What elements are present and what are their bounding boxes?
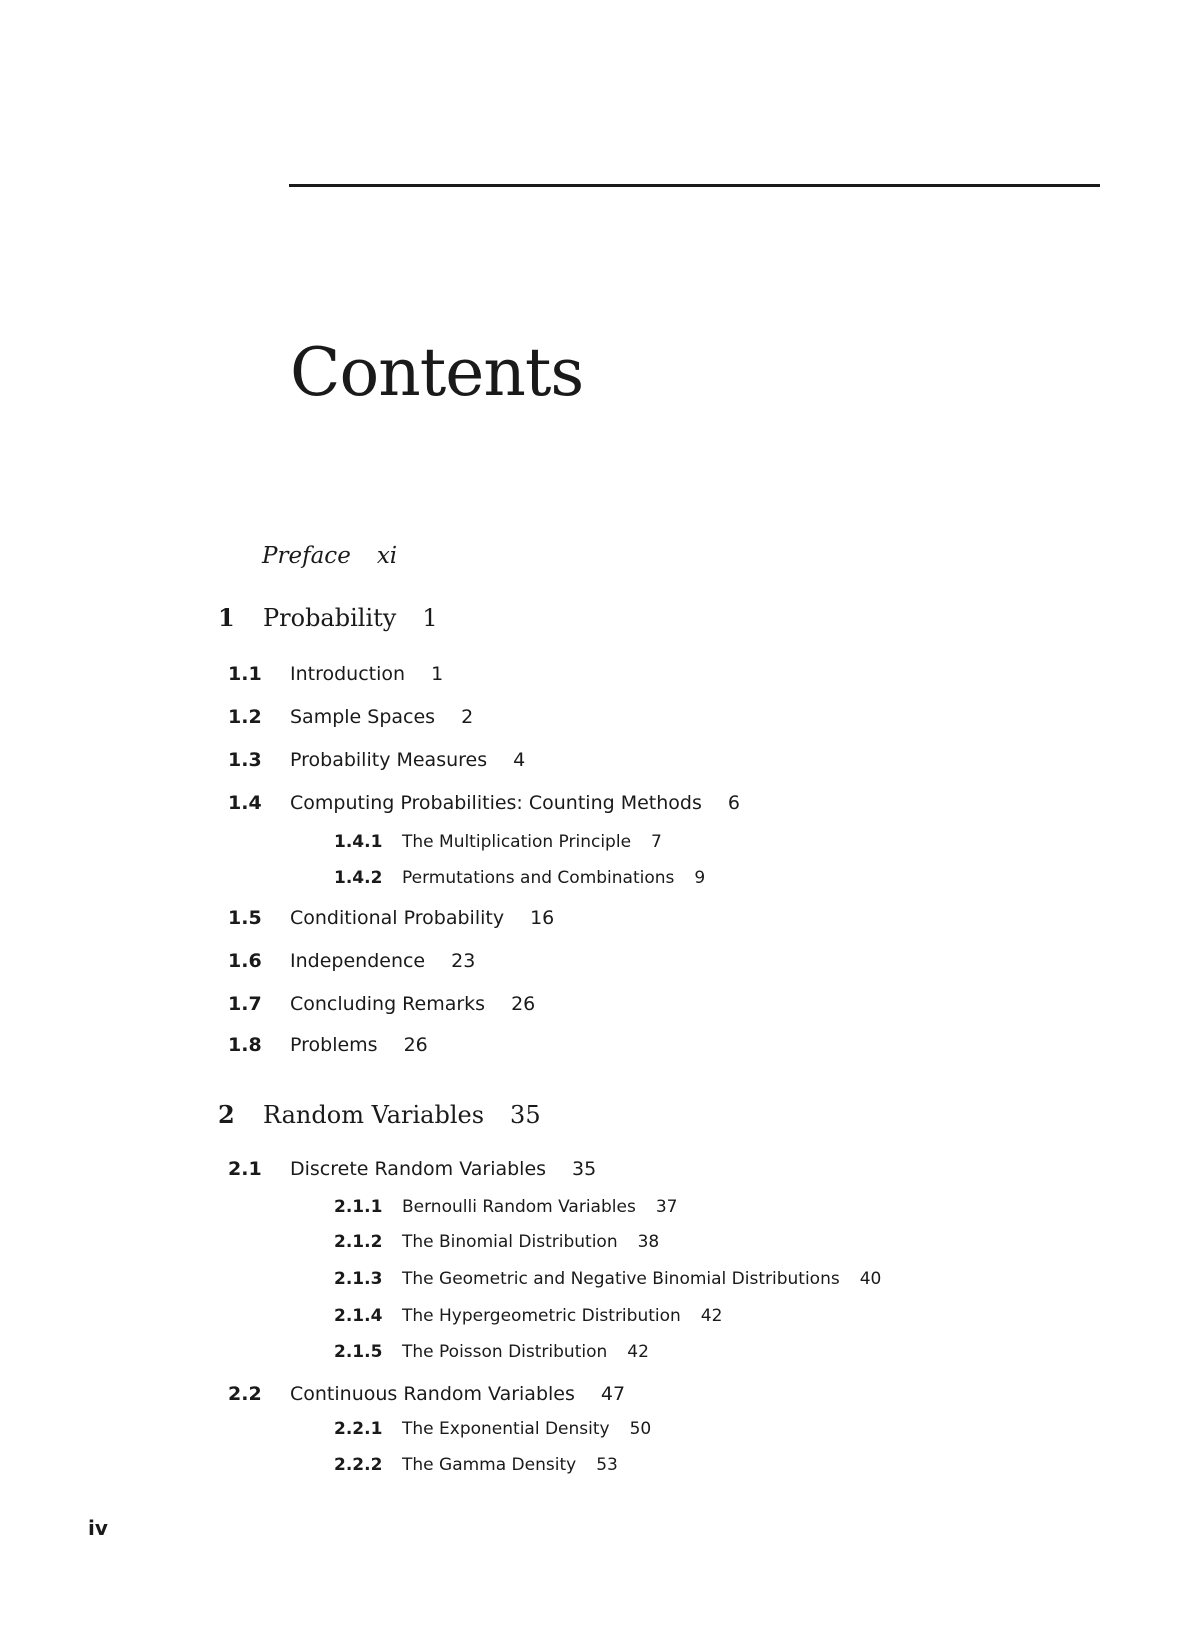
subsection-title: The Binomial Distribution xyxy=(402,1232,618,1252)
toc-subsection-2-1-3[interactable] xyxy=(334,1271,881,1288)
section-number: 1.1 xyxy=(228,663,262,685)
section-page: 6 xyxy=(727,792,740,814)
subsection-title: The Exponential Density xyxy=(402,1419,610,1439)
toc-subsection-1-4-1[interactable] xyxy=(334,834,662,851)
preface-title: Preface xyxy=(262,543,351,569)
chapter-title: Probability xyxy=(263,604,397,632)
section-page: 4 xyxy=(513,749,526,771)
subsection-page: 37 xyxy=(655,1197,678,1217)
subsection-number: 1.4.2 xyxy=(334,868,383,888)
subsection-number: 2.1.4 xyxy=(334,1306,383,1326)
section-number: 1.4 xyxy=(228,792,262,814)
toc-section-1-2[interactable] xyxy=(228,708,473,727)
section-page: 26 xyxy=(511,993,536,1015)
toc-section-1-1[interactable] xyxy=(228,665,443,684)
section-title: Concluding Remarks xyxy=(290,993,486,1015)
toc-subsection-1-4-2[interactable] xyxy=(334,870,705,887)
section-number: 2.1 xyxy=(228,1158,262,1180)
subsection-page: 9 xyxy=(694,868,706,888)
toc-section-1-3[interactable] xyxy=(228,751,525,770)
section-page: 1 xyxy=(431,663,444,685)
toc-section-1-6[interactable] xyxy=(228,952,475,971)
subsection-number: 2.1.5 xyxy=(334,1342,383,1362)
subsection-title: The Gamma Density xyxy=(402,1455,577,1475)
chapter-page: 35 xyxy=(510,1101,541,1129)
subsection-title: Permutations and Combinations xyxy=(402,868,675,888)
toc-preface[interactable] xyxy=(262,545,397,568)
toc-section-1-4[interactable] xyxy=(228,794,740,813)
subsection-title: Bernoulli Random Variables xyxy=(402,1197,636,1217)
subsection-number: 1.4.1 xyxy=(334,832,383,852)
subsection-page: 42 xyxy=(627,1342,649,1362)
subsection-page: 7 xyxy=(651,832,662,852)
section-number: 1.7 xyxy=(228,993,262,1015)
subsection-number: 2.2.2 xyxy=(334,1455,383,1475)
subsection-title: The Poisson Distribution xyxy=(402,1342,608,1362)
subsection-number: 2.1.3 xyxy=(334,1269,383,1289)
section-title: Conditional Probability xyxy=(290,907,505,929)
chapter-title: Random Variables xyxy=(263,1101,485,1129)
page-number: iv xyxy=(88,1516,108,1540)
subsection-title: The Multiplication Principle xyxy=(402,832,632,852)
section-number: 1.5 xyxy=(228,907,262,929)
section-number: 1.2 xyxy=(228,706,262,728)
subsection-page: 38 xyxy=(637,1232,660,1252)
section-page: 26 xyxy=(403,1034,428,1056)
toc-section-1-5[interactable] xyxy=(228,909,554,928)
toc-subsection-2-1-4[interactable] xyxy=(334,1308,722,1325)
subsection-page: 40 xyxy=(859,1269,882,1289)
section-number: 1.3 xyxy=(228,749,262,771)
toc-chapter-1[interactable] xyxy=(218,603,438,632)
subsection-page: 42 xyxy=(700,1306,723,1326)
page-title: Contents xyxy=(290,334,584,411)
section-page: 23 xyxy=(451,950,476,972)
toc-subsection-2-1-1[interactable] xyxy=(334,1199,677,1216)
section-title: Introduction xyxy=(290,663,406,685)
subsection-number: 2.1.1 xyxy=(334,1197,383,1217)
subsection-page: 53 xyxy=(596,1455,618,1475)
section-title: Problems xyxy=(290,1034,378,1056)
section-page: 35 xyxy=(572,1158,597,1180)
section-title: Computing Probabilities: Counting Methods xyxy=(290,792,702,814)
section-number: 1.6 xyxy=(228,950,262,972)
toc-chapter-2[interactable] xyxy=(218,1100,541,1129)
section-page: 47 xyxy=(600,1383,626,1405)
toc-section-2-1[interactable] xyxy=(228,1160,596,1179)
section-title: Probability Measures xyxy=(290,749,488,771)
section-title: Independence xyxy=(290,950,426,972)
subsection-page: 50 xyxy=(629,1419,652,1439)
section-number: 1.8 xyxy=(228,1034,262,1056)
toc-subsection-2-1-5[interactable] xyxy=(334,1344,649,1361)
preface-page: xi xyxy=(376,543,398,569)
subsection-title: The Hypergeometric Distribution xyxy=(402,1306,681,1326)
chapter-number: 2 xyxy=(218,1100,235,1129)
toc-section-1-7[interactable] xyxy=(228,995,535,1014)
section-title: Sample Spaces xyxy=(290,706,436,728)
toc-section-1-8[interactable] xyxy=(228,1036,428,1055)
subsection-number: 2.1.2 xyxy=(334,1232,383,1252)
section-page: 16 xyxy=(530,907,555,929)
subsection-title: The Geometric and Negative Binomial Distributions xyxy=(402,1269,840,1289)
toc-subsection-2-2-1[interactable] xyxy=(334,1421,651,1438)
toc-section-2-2[interactable] xyxy=(228,1385,625,1404)
section-title: Discrete Random Variables xyxy=(290,1158,547,1180)
subsection-number: 2.2.1 xyxy=(334,1419,383,1439)
toc-subsection-2-2-2[interactable] xyxy=(334,1457,618,1474)
toc-subsection-2-1-2[interactable] xyxy=(334,1234,659,1251)
section-page: 2 xyxy=(461,706,474,728)
chapter-number: 1 xyxy=(218,603,235,632)
section-title: Continuous Random Variables xyxy=(290,1383,575,1405)
chapter-page: 1 xyxy=(422,604,438,632)
section-number: 2.2 xyxy=(228,1383,262,1405)
top-rule xyxy=(289,184,1100,187)
